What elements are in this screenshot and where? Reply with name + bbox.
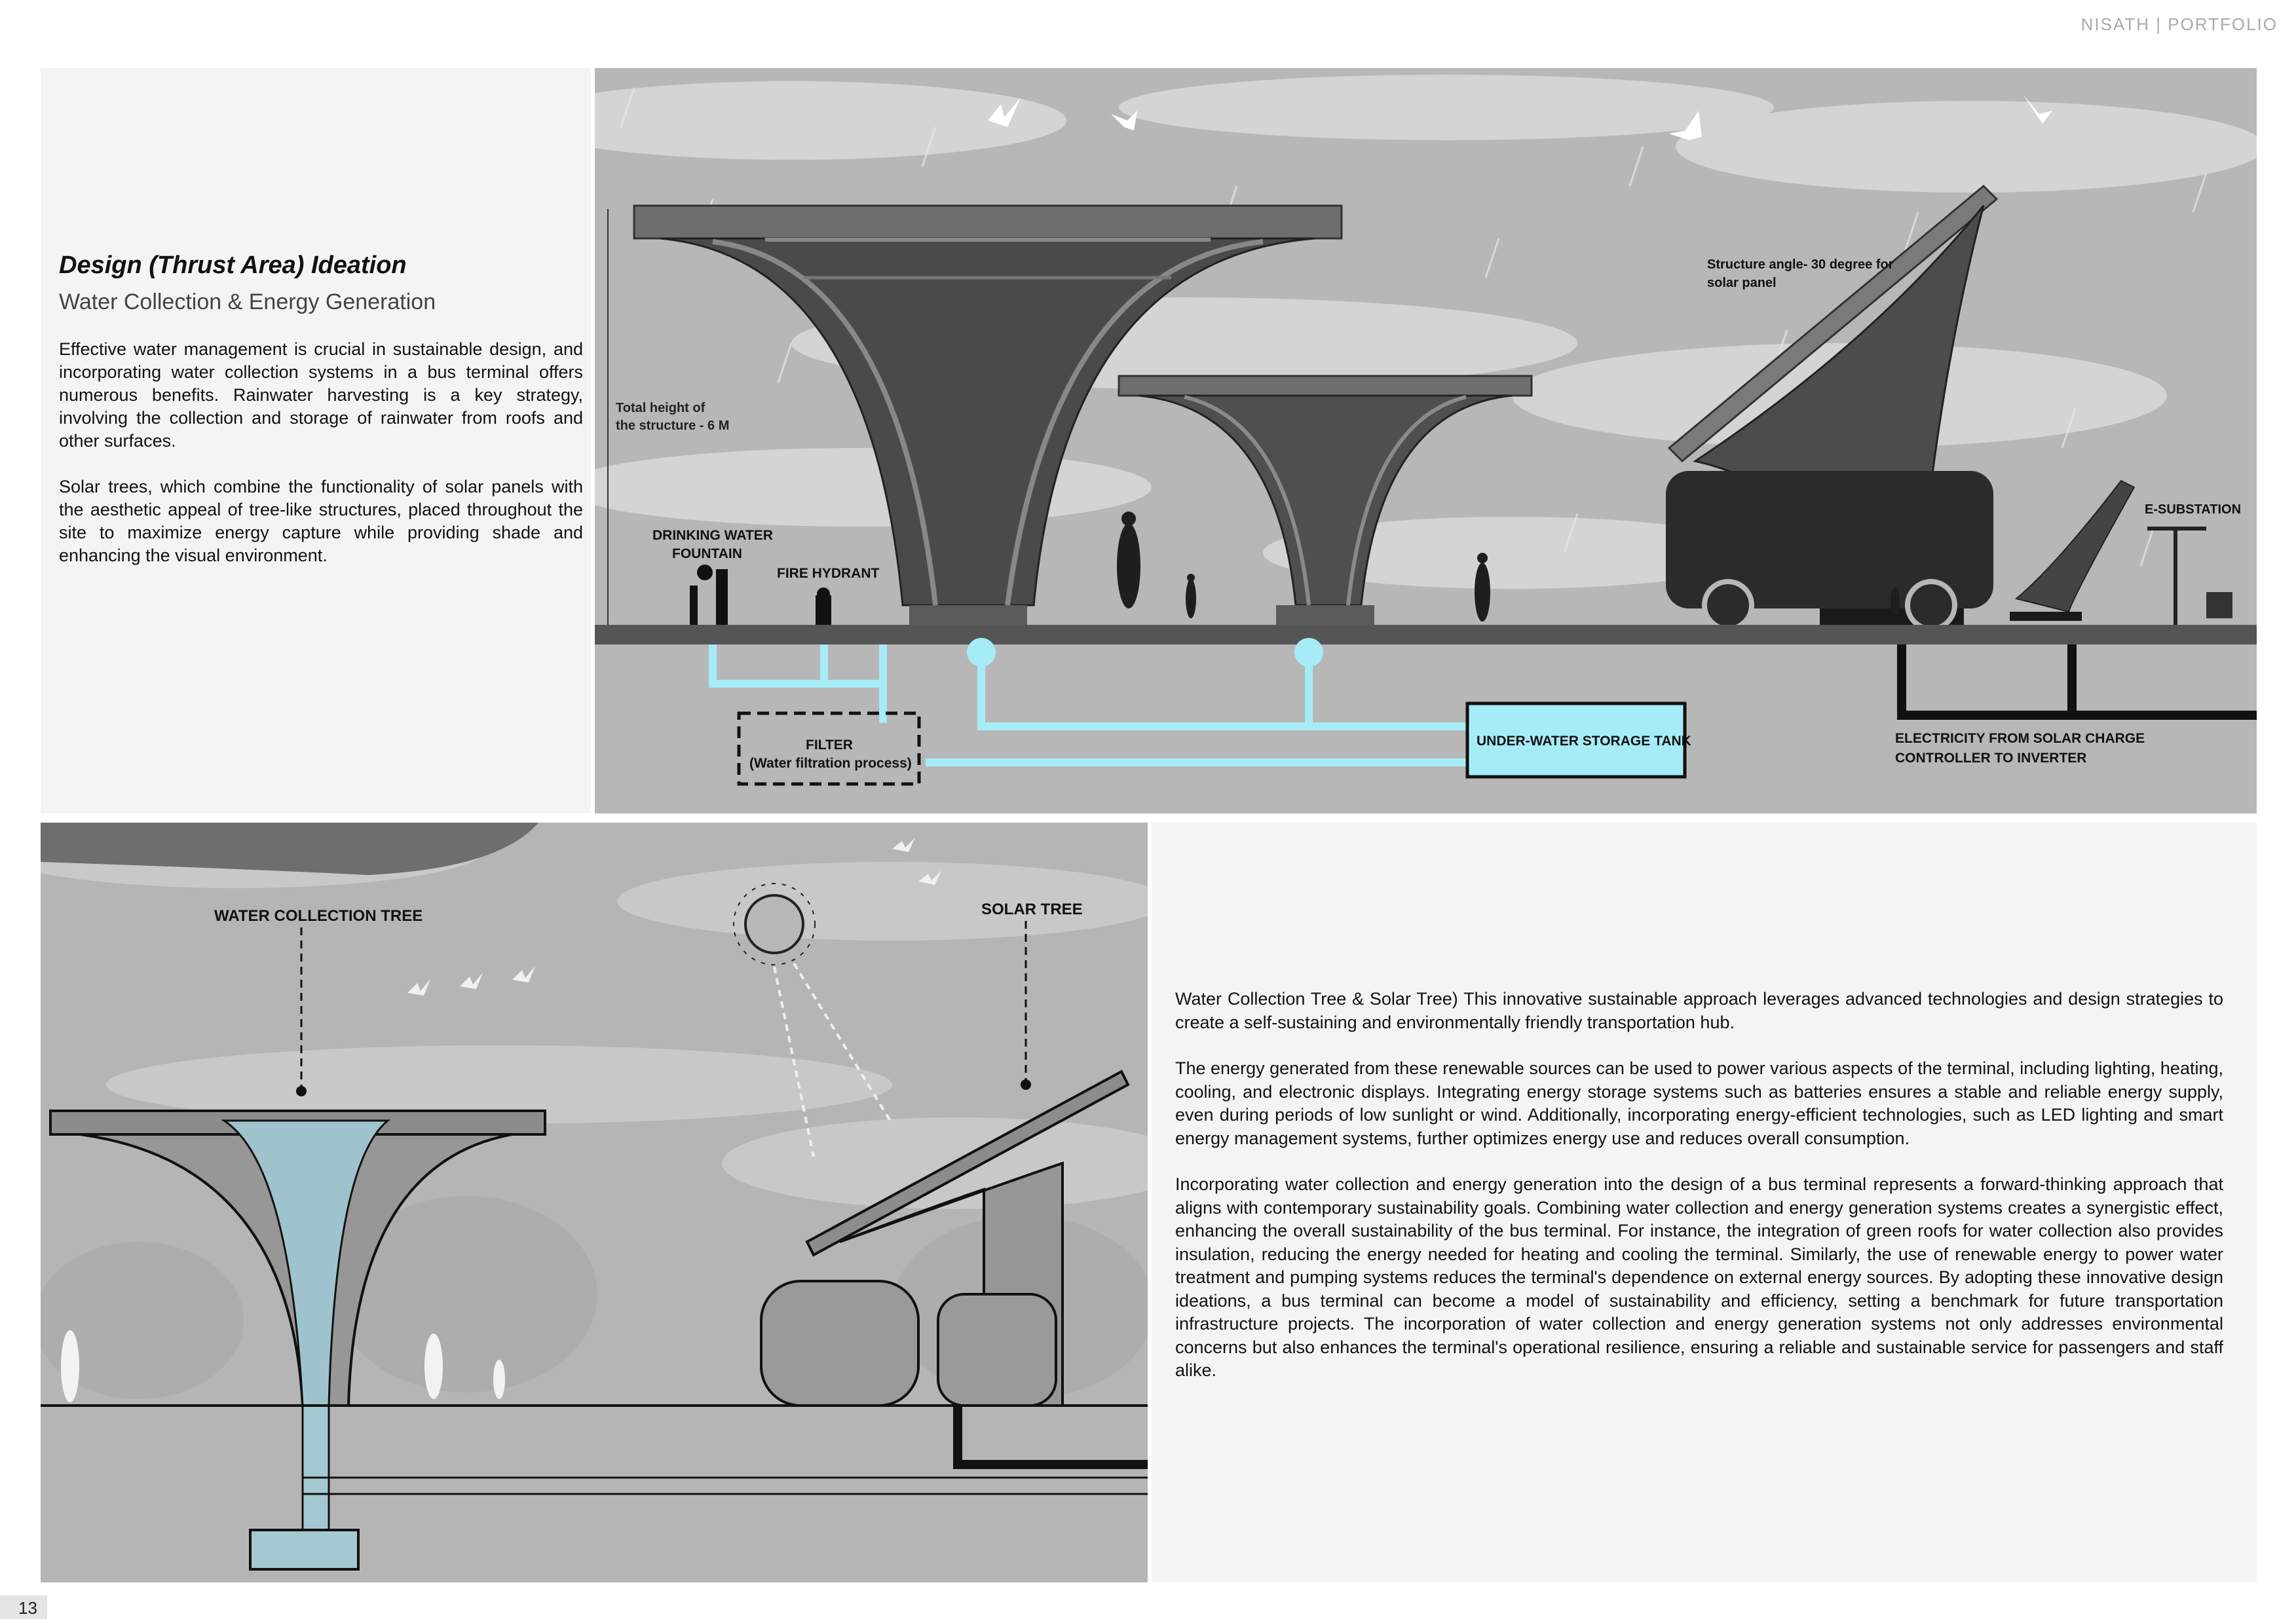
collection-outlet [967, 638, 996, 667]
water-tree-pointer-dot [296, 1086, 307, 1096]
fountain-label: FOUNTAIN [672, 546, 742, 561]
section-subtitle: Water Collection & Energy Generation [59, 289, 436, 314]
electricity-line [958, 1406, 1148, 1464]
section-drawing [595, 68, 2257, 813]
electricity-lines [1902, 644, 2257, 715]
drinking-fountain-icon [690, 565, 728, 625]
solar-tree-label: SOLAR TREE [981, 901, 1083, 918]
detail-diagram [41, 823, 1148, 1582]
description-body [1175, 988, 2223, 1406]
portfolio-header: NISATH | PORTFOLIO [2080, 14, 2278, 34]
description-paragraph: Incorporating water collection and energy generation into the design of a bus terminal represents a forward-thinking approach that aligns with contemporary sustainability goals. Combining water collection and energy generation systems creates a synergistic effect, enhancing the overall sustainability of the bus terminal. For instance, the integration of green roofs for water collection also provides insulation, reducing the energy needed for heating and cooling the terminal. Similarly, the use of renewable energy to power water treatment and pumping systems reduces the terminal's dependence on external energy sources. By adopting these innovative design ideations, a bus terminal can become a model of sustainability and efficiency, setting a benchmark for future transportation infrastructure projects. The incorporation of water collection and energy generation systems not only addresses environmental concerns but also enhances the terminal's operational resilience, ensuring a reliable and sustainable service for passengers and staff alike. [1175, 1174, 2223, 1380]
filter-label: (Water filtration process) [749, 756, 912, 771]
detail-drawing [41, 823, 1148, 1582]
collection-outlet [1294, 638, 1323, 667]
electricity-label: ELECTRICITY FROM SOLAR CHARGE [1895, 731, 2145, 746]
tank-label: UNDER-WATER STORAGE TANK [1477, 734, 1691, 749]
intro-paragraph: Effective water management is crucial in sustainable design, and incorporating water collection systems in a bus terminal offers numerous benefits. Rainwater harvesting is a key strategy, involving the collection and storage of rainwater from roofs and other surfaces. [59, 339, 583, 451]
angle-label: Structure angle- 30 degree for [1707, 257, 1894, 272]
description-panel [1152, 823, 2257, 1582]
solar-tree-pointer-dot [1021, 1079, 1031, 1090]
page-number: 13 [0, 1595, 47, 1619]
height-label: Total height of [616, 401, 706, 415]
electricity-label: CONTROLLER TO INVERTER [1895, 751, 2087, 766]
water-tree-label: WATER COLLECTION TREE [214, 907, 423, 925]
bus-icon [1666, 471, 1993, 629]
intro-paragraph: Solar trees, which combine the functionality of solar panels with the aesthetic appeal of tree-like structures, placed throughout the site to maximize energy capture while providing shade and enhancing the visual environment. [59, 477, 583, 565]
description-paragraph: Water Collection Tree & Solar Tree) This innovative sustainable approach leverages advanced technologies and design strategies to create a self-sustaining and environmentally friendly transportation hub. [1175, 989, 2223, 1032]
intro-body [59, 338, 583, 590]
filter-label: FILTER [806, 737, 853, 753]
description-paragraph: The energy generated from these renewable sources can be used to power various aspects of the terminal, including lighting, heating, cooling, and electronic displays. Integrating energy storage systems such as batteries ensures a stable and reliable energy supply, even during periods of low sunlight or wind. Additionally, incorporating energy-efficient technologies, such as LED lighting and smart energy management systems, further optimizes energy use and reduces overall consumption. [1175, 1058, 2223, 1148]
intro-panel [41, 68, 591, 813]
height-label: the structure - 6 M [616, 419, 730, 433]
section-diagram [595, 68, 2257, 813]
substation-label: E-SUBSTATION [2145, 502, 2242, 517]
fire-hydrant-icon [816, 588, 831, 625]
section-title: Design (Thrust Area) Ideation [59, 252, 407, 279]
hydrant-label: FIRE HYDRANT [777, 566, 880, 581]
ground-slab [595, 625, 2257, 644]
fountain-label: DRINKING WATER [652, 528, 773, 543]
angle-label: solar panel [1707, 276, 1777, 290]
